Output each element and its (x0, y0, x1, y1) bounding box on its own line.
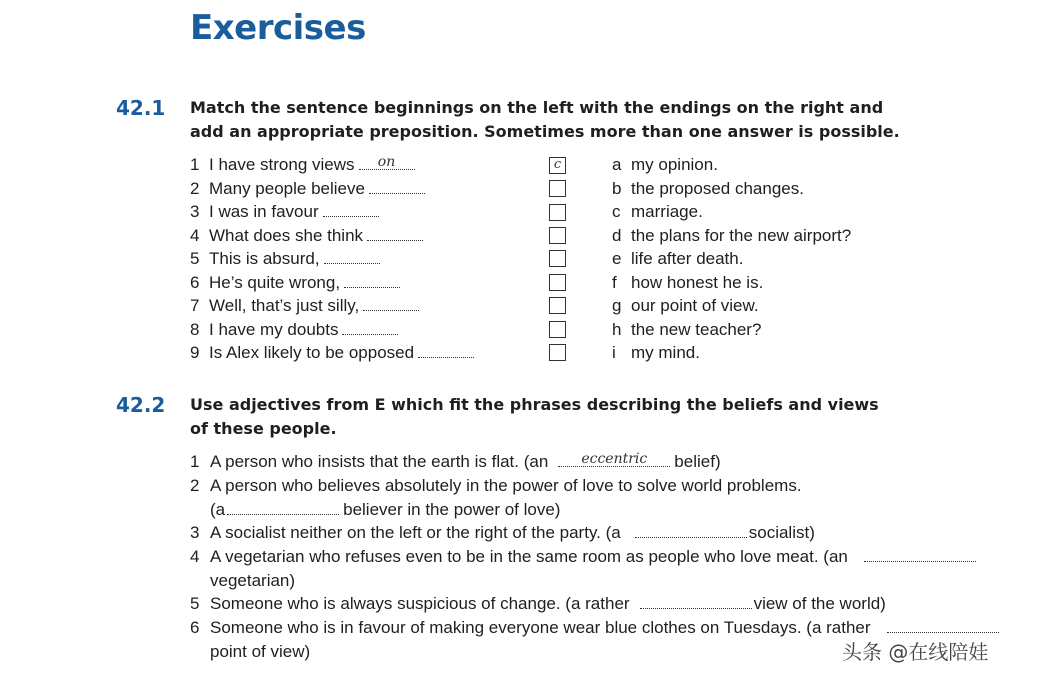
item-number: 6 (190, 618, 200, 637)
item-letter: i (612, 343, 616, 362)
item-number: 5 (190, 594, 200, 613)
item-number: 1 (190, 452, 200, 471)
item-text-end: view of the world) (753, 594, 886, 613)
answer-blank[interactable] (359, 154, 415, 170)
answer-box[interactable] (549, 180, 566, 197)
item-text-end: belief) (674, 452, 721, 471)
ending-item (612, 155, 718, 175)
exercise-instruction-2: Use adjectives from E which fit the phrases describing the beliefs and views of these people. (190, 395, 879, 438)
item-text: Someone who is always suspicious of change. (a rather (210, 594, 630, 613)
item-letter: a (612, 155, 622, 174)
item-letter: c (612, 202, 621, 221)
item-text-end: vegetarian) (210, 570, 296, 590)
answer-box[interactable] (549, 274, 566, 291)
beginning-item (190, 273, 400, 293)
item-text: A person who insists that the earth is flat. (an (210, 452, 549, 471)
item-number: 3 (190, 202, 200, 221)
answer-box[interactable] (549, 157, 566, 174)
sentence-item (190, 592, 1030, 616)
answer-box[interactable] (549, 250, 566, 267)
item-number: 4 (190, 226, 200, 245)
exercise-instruction-1: Match the sentence beginnings on the left with the endings on the right and add an appropriate preposition. Sometimes more than one answer is possible. (190, 98, 900, 141)
item-number: 7 (190, 296, 200, 315)
answer-box[interactable] (549, 227, 566, 244)
item-text: He’s quite wrong, (209, 273, 341, 292)
item-text: A person who believes absolutely in the power of love to solve world problems. (210, 476, 802, 495)
item-text: how honest he is. (631, 273, 764, 292)
answer-blank[interactable] (558, 451, 670, 467)
item-text: marriage. (631, 202, 703, 221)
answer-blank[interactable] (887, 620, 999, 633)
answer-blank[interactable] (864, 549, 976, 562)
item-text: the plans for the new airport? (631, 226, 852, 245)
beginning-item (190, 155, 415, 175)
sentence-item (190, 545, 1030, 592)
ending-item (612, 179, 804, 199)
item-text-end: point of view) (210, 641, 311, 661)
beginning-item (190, 296, 419, 316)
beginning-item (190, 343, 474, 363)
answer-blank[interactable] (640, 596, 752, 609)
answer-box[interactable] (549, 321, 566, 338)
item-text: the proposed changes. (631, 179, 804, 198)
ending-item (612, 320, 761, 340)
ending-item (612, 343, 700, 363)
ending-item (612, 249, 743, 269)
item-text: Many people believe (209, 179, 365, 198)
exercise-number-2: 42.2 (116, 393, 166, 417)
item-number: 2 (190, 476, 200, 495)
answer-box[interactable] (549, 297, 566, 314)
watermark: 头条 @在线陪娃 (842, 640, 989, 664)
item-letter: g (612, 296, 622, 315)
item-text: our point of view. (631, 296, 759, 315)
item-text: Someone who is in favour of making everyone wear blue clothes on Tuesdays. (a rather (210, 618, 871, 637)
answer-blank[interactable] (227, 502, 339, 515)
item-letter: d (612, 226, 622, 245)
answer-blank[interactable] (363, 298, 419, 311)
answer-box[interactable] (549, 344, 566, 361)
item-text: Is Alex likely to be opposed (209, 343, 415, 362)
item-text: A vegetarian who refuses even to be in the same room as people who love meat. (an (210, 547, 848, 566)
item-number: 8 (190, 320, 200, 339)
page-title: Exercises (190, 8, 366, 48)
handwritten-answer: eccentric (581, 451, 648, 467)
item-text: life after death. (631, 249, 744, 268)
beginning-item (190, 226, 423, 246)
item-text: A socialist neither on the left or the right of the party. (a (210, 523, 621, 542)
box-mark: c (553, 157, 562, 172)
sentence-item (190, 521, 1030, 545)
ending-item (612, 226, 851, 246)
item-letter: f (612, 273, 617, 292)
item-text: This is absurd, (209, 249, 320, 268)
sentence-item (190, 450, 1030, 474)
answer-blank[interactable] (367, 228, 423, 241)
exercise-number-1: 42.1 (116, 96, 166, 120)
handwritten-answer: on (377, 154, 396, 170)
answer-box[interactable] (549, 204, 566, 221)
item-text: I have my doubts (209, 320, 339, 339)
beginning-item (190, 320, 398, 340)
answer-blank[interactable] (369, 181, 425, 194)
item-text: Well, that’s just silly, (209, 296, 360, 315)
answer-blank[interactable] (344, 275, 400, 288)
beginning-item (190, 249, 380, 269)
item-number: 6 (190, 273, 200, 292)
item-number: 2 (190, 179, 200, 198)
item-letter: h (612, 320, 622, 339)
item-text: my opinion. (631, 155, 718, 174)
item-text-end: socialist) (748, 523, 815, 542)
answer-blank[interactable] (323, 204, 379, 217)
item-number: 3 (190, 523, 200, 542)
answer-blank[interactable] (324, 251, 380, 264)
item-letter: b (612, 179, 622, 198)
item-number: 5 (190, 249, 200, 268)
item-text: I was in favour (209, 202, 319, 221)
sentence-item (190, 474, 1030, 521)
answer-blank[interactable] (635, 525, 747, 538)
item-text: I have strong views (209, 155, 355, 174)
item-number: 4 (190, 547, 200, 566)
beginning-item (190, 179, 425, 199)
item-text: What does she think (209, 226, 364, 245)
ending-item (612, 296, 759, 316)
item-letter: e (612, 249, 622, 268)
answer-blank[interactable] (418, 345, 474, 358)
item-text: the new teacher? (631, 320, 762, 339)
item-number: 1 (190, 155, 200, 174)
answer-blank[interactable] (342, 322, 398, 335)
item-number: 9 (190, 343, 200, 362)
beginning-item (190, 202, 379, 222)
ending-item (612, 202, 703, 222)
ending-item (612, 273, 763, 293)
item-text: my mind. (631, 343, 700, 362)
item-text-end: believer in the power of love) (343, 499, 561, 519)
item-text: (a (210, 499, 226, 519)
